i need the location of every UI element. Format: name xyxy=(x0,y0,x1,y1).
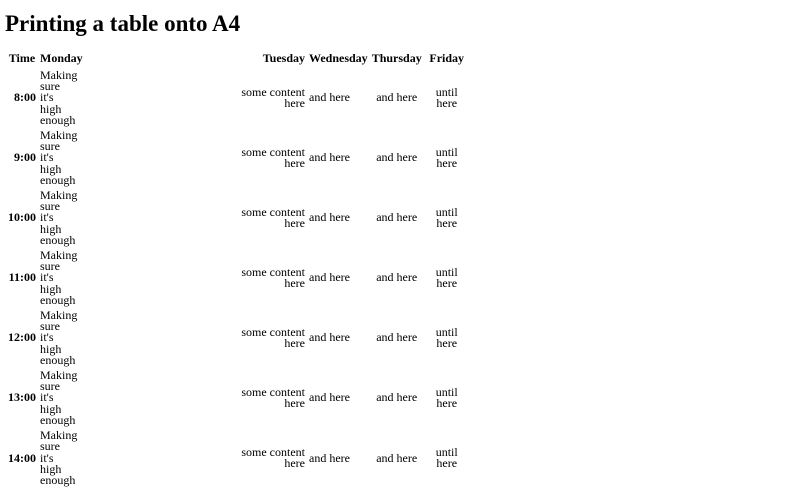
time-cell: 11:00 xyxy=(8,270,36,285)
monday-cell-text: Making sure it's high enough xyxy=(40,428,78,487)
table-row xyxy=(7,369,469,427)
time-cell: 14:00 xyxy=(8,450,36,465)
thursday-cell: and here xyxy=(376,90,418,105)
friday-cell: until here xyxy=(435,144,458,171)
monday-cell xyxy=(39,189,227,247)
header-thursday: Thursday xyxy=(371,50,422,65)
tuesday-cell: some content here xyxy=(241,444,305,471)
table-body xyxy=(7,69,469,487)
tuesday-cell: some content here xyxy=(241,264,305,291)
wednesday-cell: and here xyxy=(309,330,350,345)
friday-cell: until here xyxy=(435,384,458,411)
tuesday-cell: some content here xyxy=(241,204,305,231)
monday-cell xyxy=(39,69,227,127)
monday-cell xyxy=(39,249,227,307)
thursday-cell: and here xyxy=(376,330,418,345)
monday-cell-text: Making sure it's high enough xyxy=(40,128,78,187)
monday-cell-text: Making sure it's high enough xyxy=(40,368,78,427)
table-row xyxy=(7,69,469,127)
monday-cell-text: Making sure it's high enough xyxy=(40,188,78,247)
wednesday-cell: and here xyxy=(309,390,350,405)
wednesday-cell: and here xyxy=(309,210,350,225)
thursday-cell: and here xyxy=(376,390,418,405)
wednesday-cell: and here xyxy=(309,90,350,105)
friday-cell: until here xyxy=(435,84,458,110)
table-row xyxy=(7,249,469,307)
header-tuesday: Tuesday xyxy=(262,50,305,65)
monday-cell xyxy=(39,369,227,427)
header-row xyxy=(7,50,469,67)
tuesday-cell: some content here xyxy=(241,144,305,171)
table-row xyxy=(7,429,469,487)
time-cell: 9:00 xyxy=(14,150,36,165)
monday-cell xyxy=(39,429,227,487)
table-row xyxy=(7,189,469,247)
time-cell: 8:00 xyxy=(14,90,36,105)
time-cell: 10:00 xyxy=(8,210,36,225)
timetable xyxy=(5,48,471,489)
tuesday-cell: some content here xyxy=(241,324,305,351)
wednesday-cell: and here xyxy=(309,450,350,465)
tuesday-cell: some content here xyxy=(241,84,305,110)
friday-cell: until here xyxy=(435,264,458,291)
thursday-cell: and here xyxy=(376,150,418,165)
header-wednesday: Wednesday xyxy=(309,50,368,65)
thursday-cell: and here xyxy=(376,450,418,465)
monday-cell xyxy=(39,129,227,187)
monday-cell-text: Making sure it's high enough xyxy=(40,308,78,367)
header-time: Time xyxy=(8,50,36,65)
wednesday-cell: and here xyxy=(309,270,350,285)
tuesday-cell: some content here xyxy=(241,384,305,411)
time-cell: 13:00 xyxy=(8,390,36,405)
thursday-cell: and here xyxy=(376,270,418,285)
friday-cell: until here xyxy=(435,444,458,471)
table-row xyxy=(7,129,469,187)
monday-cell xyxy=(39,309,227,367)
friday-cell: until here xyxy=(435,204,458,231)
table-row xyxy=(7,309,469,367)
wednesday-cell: and here xyxy=(309,150,350,165)
thursday-cell: and here xyxy=(376,210,418,225)
header-monday: Monday xyxy=(40,50,83,65)
page-title: Printing a table onto A4 xyxy=(5,11,241,36)
friday-cell: until here xyxy=(435,324,458,351)
time-cell: 12:00 xyxy=(8,330,36,345)
monday-cell-text: Making sure it's high enough xyxy=(40,68,78,127)
header-friday: Friday xyxy=(429,50,465,65)
monday-cell-text: Making sure it's high enough xyxy=(40,248,78,307)
